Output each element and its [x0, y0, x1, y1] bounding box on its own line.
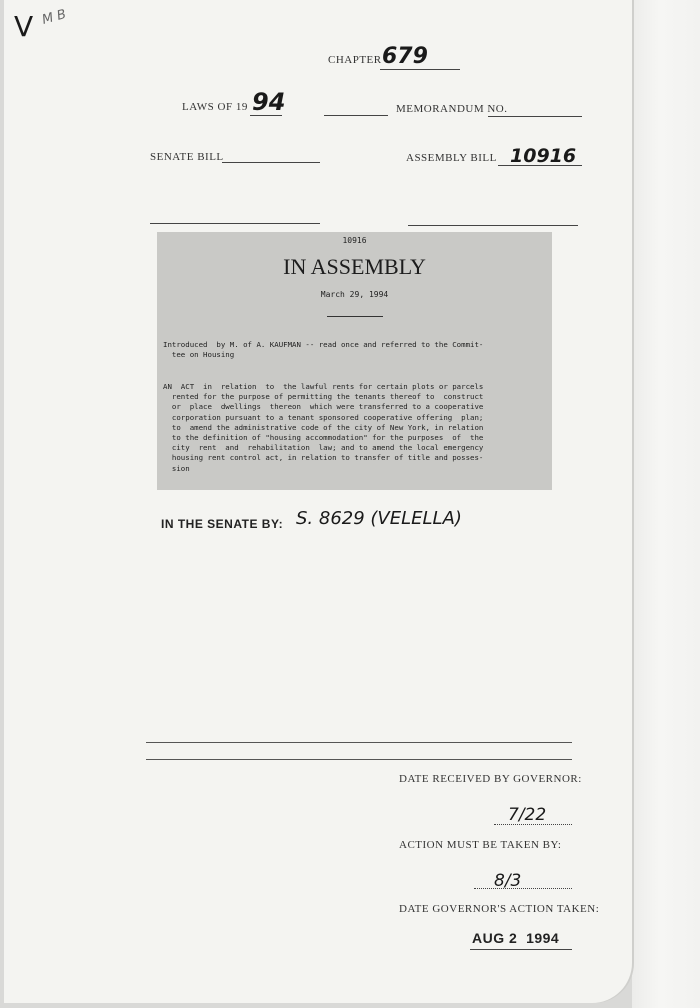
date-received-label: DATE RECEIVED BY GOVERNOR: — [399, 773, 582, 785]
assembly-bill-line — [498, 165, 582, 166]
action-by-label: ACTION MUST BE TAKEN BY: — [399, 839, 562, 851]
bottom-rule-2 — [146, 759, 572, 760]
senate-bill-label: SENATE BILL — [150, 151, 224, 163]
assembly-bill-value: 10916 — [510, 145, 577, 167]
chapter-value: 679 — [382, 44, 428, 69]
action-by-value: 8/3 — [494, 871, 522, 891]
laws-label: LAWS OF 19 — [182, 101, 248, 113]
date-received-value: 7/22 — [508, 805, 547, 825]
page-edge — [632, 0, 700, 1008]
blank-line — [324, 115, 388, 116]
clipping-rule — [327, 316, 383, 317]
bill-jacket-sheet — [4, 0, 632, 1003]
clipping-heading: IN ASSEMBLY — [283, 254, 426, 279]
chapter-label: CHAPTER — [328, 54, 382, 66]
action-by-line — [474, 888, 572, 889]
clipping-act-text: AN ACT in relation to the lawful rents for certain plots or parcels rented for the purpose of permitting the tenants thereof to construct or place dwellings thereon which were transferred to a cooperative corporation pursuant to a tenant sponsored cooperative offering plan; to amend the administrative code of the city of New York, in relation to the definition of "housing accommodation" for the purposes of the city rent and rehabilitation law; and to amend the local emergency housing rent control act, in relation to transfer of title and posses- sion — [163, 382, 484, 473]
assembly-clipping — [157, 232, 552, 490]
senate-stamp: IN THE SENATE BY: — [161, 517, 284, 531]
date-received-line — [494, 824, 572, 825]
action-taken-line — [470, 949, 572, 950]
laws-year-value: 94 — [252, 88, 286, 116]
memorandum-line — [488, 116, 582, 117]
memorandum-label: MEMORANDUM NO. — [396, 103, 508, 115]
action-taken-label: DATE GOVERNOR'S ACTION TAKEN: — [399, 903, 600, 915]
action-taken-stamp: AUG 2 1994 — [472, 930, 560, 946]
clipping-date: March 29, 1994 — [320, 290, 389, 299]
clipping-introduced: Introduced by M. of A. KAUFMAN -- read once and referred to the Commit- tee on Housing — [163, 340, 484, 360]
right-rule — [408, 225, 578, 226]
assembly-bill-label: ASSEMBLY BILL — [406, 152, 497, 164]
left-rule — [150, 223, 320, 224]
senate-bill-handwritten: S. 8629 (VELELLA) — [296, 508, 462, 529]
senate-bill-line — [222, 162, 320, 163]
clipping-bill-number: 10916 — [342, 236, 367, 245]
laws-year-line — [250, 115, 282, 116]
chapter-line — [380, 69, 460, 70]
bottom-rule-1 — [146, 742, 572, 743]
check-mark: V — [14, 10, 34, 43]
initials-mark: M B — [40, 7, 68, 28]
